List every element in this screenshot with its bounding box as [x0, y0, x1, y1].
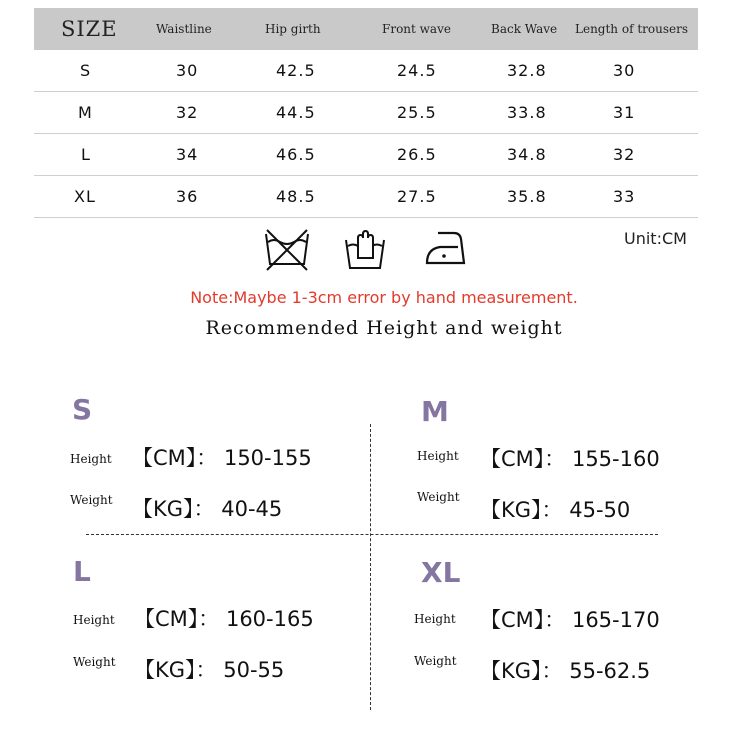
cell-length-of-trousers: 30	[613, 61, 636, 80]
height-value: 【CM】： 165-170	[480, 608, 660, 632]
cell-hip-girth: 44.5	[276, 103, 316, 122]
cell-back-wave: 33.8	[507, 103, 547, 122]
do-not-wash-icon	[262, 226, 312, 274]
table-row	[34, 134, 698, 176]
unit-label: Unit:CM	[624, 229, 687, 248]
cell-front-wave: 24.5	[397, 61, 437, 80]
cell-hip-girth: 46.5	[276, 145, 316, 164]
measurement-note: Note:Maybe 1-3cm error by hand measurement.	[190, 288, 578, 307]
weight-label: Weight	[70, 493, 113, 507]
height-value: 【CM】： 155-160	[480, 447, 660, 471]
cell-hip-girth: 42.5	[276, 61, 316, 80]
height-value: 【CM】： 160-165	[134, 607, 314, 631]
hand-wash-icon	[343, 230, 387, 272]
cell-length-of-trousers: 33	[613, 187, 636, 206]
height-label: Height	[414, 612, 456, 626]
weight-value: 【KG】： 55-62.5	[480, 659, 651, 683]
size-table-header	[34, 8, 698, 50]
weight-value: 【KG】： 50-55	[134, 658, 285, 682]
cell-waistline: 32	[176, 103, 199, 122]
cell-size: XL	[74, 187, 96, 206]
weight-value: 【KG】： 45-50	[480, 498, 631, 522]
header-waistline: Waistline	[156, 22, 212, 36]
cell-hip-girth: 48.5	[276, 187, 316, 206]
recommend-size-xl: XL	[421, 556, 461, 589]
iron-low-icon	[424, 229, 466, 269]
cell-front-wave: 26.5	[397, 145, 437, 164]
weight-value: 【KG】： 40-45	[132, 497, 283, 521]
horizontal-divider	[86, 534, 658, 535]
height-value: 【CM】： 150-155	[132, 446, 312, 470]
weight-label: Weight	[73, 655, 116, 669]
recommend-title: Recommended Height and weight	[205, 317, 563, 339]
height-label: Height	[417, 449, 459, 463]
height-label: Height	[70, 452, 112, 466]
header-length-of-trousers: Length of trousers	[575, 22, 688, 36]
header-hip-girth: Hip girth	[265, 22, 321, 36]
recommend-size-l: L	[73, 555, 91, 588]
cell-front-wave: 25.5	[397, 103, 437, 122]
recommend-size-s: S	[72, 393, 93, 426]
cell-length-of-trousers: 31	[613, 103, 636, 122]
header-back-wave: Back Wave	[491, 22, 558, 36]
cell-back-wave: 35.8	[507, 187, 547, 206]
header-front-wave: Front wave	[382, 22, 451, 36]
weight-label: Weight	[414, 654, 457, 668]
cell-waistline: 34	[176, 145, 199, 164]
cell-length-of-trousers: 32	[613, 145, 636, 164]
cell-front-wave: 27.5	[397, 187, 437, 206]
cell-size: M	[78, 103, 93, 122]
vertical-divider	[370, 424, 371, 710]
size-table	[34, 8, 698, 218]
cell-waistline: 30	[176, 61, 199, 80]
header-size: SIZE	[61, 17, 118, 41]
cell-back-wave: 34.8	[507, 145, 547, 164]
table-row	[34, 176, 698, 218]
cell-waistline: 36	[176, 187, 199, 206]
cell-size: L	[81, 145, 91, 164]
weight-label: Weight	[417, 490, 460, 504]
recommend-size-m: M	[421, 395, 449, 428]
cell-back-wave: 32.8	[507, 61, 547, 80]
cell-size: S	[80, 61, 92, 80]
table-row	[34, 92, 698, 134]
height-label: Height	[73, 613, 115, 627]
table-row	[34, 50, 698, 92]
